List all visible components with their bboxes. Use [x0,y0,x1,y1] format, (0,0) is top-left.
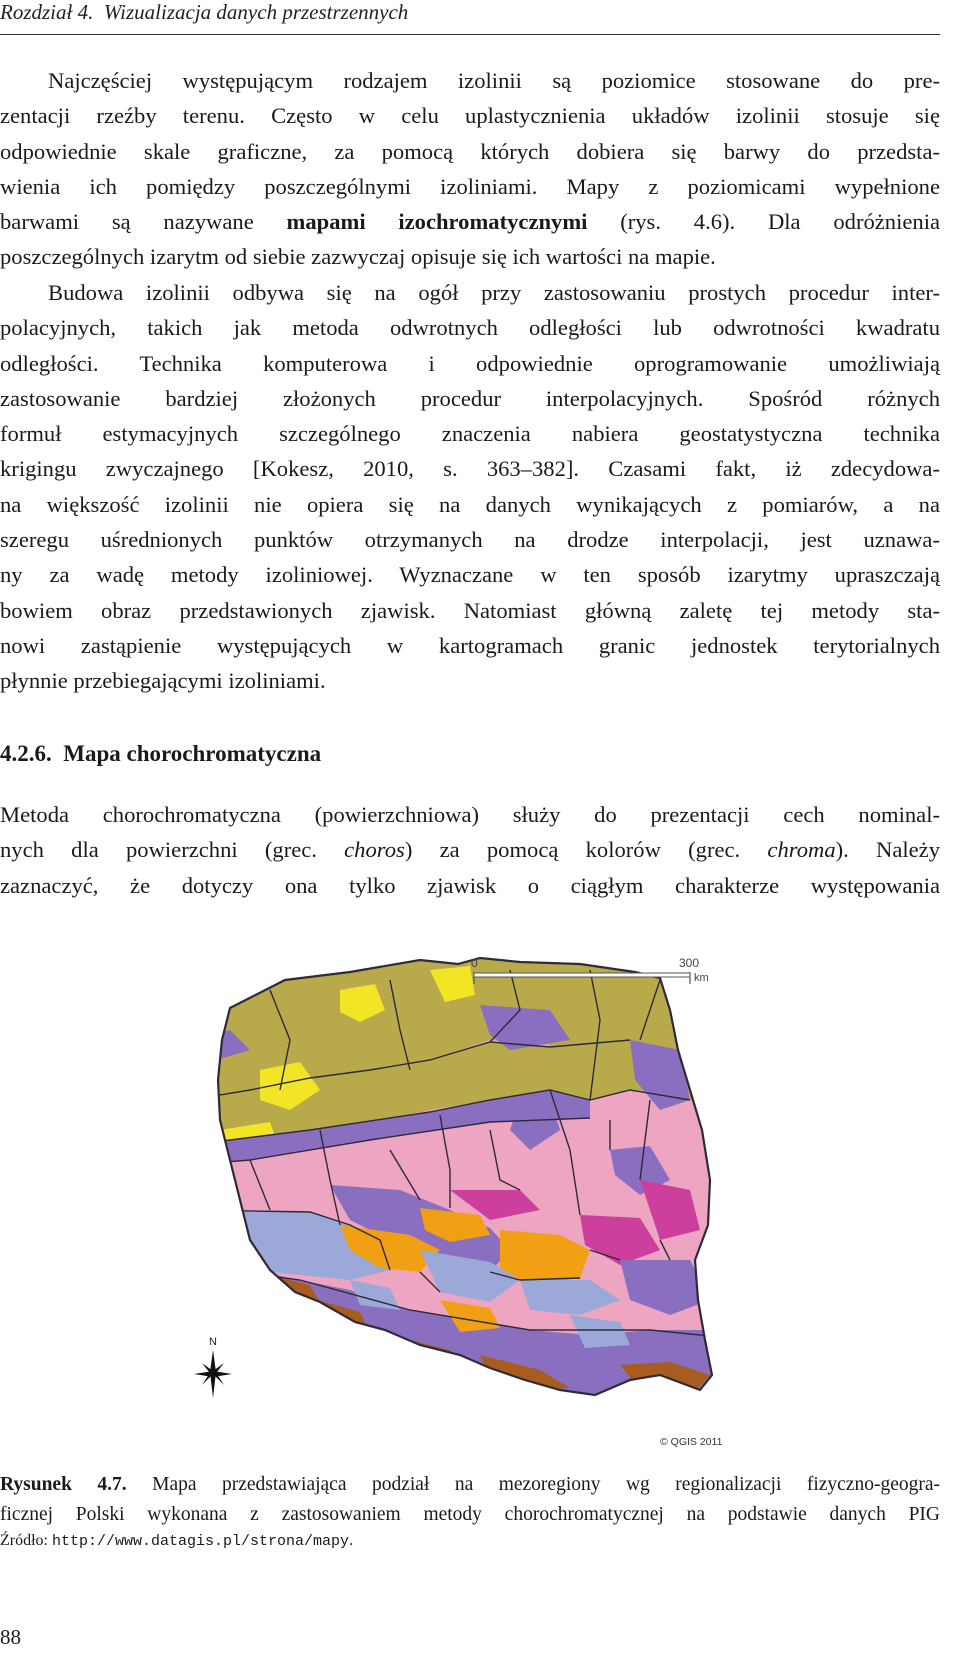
text-line: formuł estymacyjnych szczególnego znaczenia nabiera geostatystyczna technika [0,421,940,447]
source-label: Źródło: [0,1532,48,1549]
caption-label: Rysunek 4.7. [0,1474,127,1495]
text-line: zentacji rzeźby terenu. Często w celu uplastycznienia układów izolinii stosuje się [0,103,940,129]
text-line: poszczególnych izarytm od siebie zazwyczaj opisuje się ich wartości na mapie. [0,244,716,270]
text-line: bowiem obraz przedstawionych zjawisk. Natomiast główną zaletę tej metody sta- [0,597,940,623]
term-choros: choros [344,837,405,863]
section-number: 4.2.6. [0,741,52,766]
poland-mesoregions-map [190,950,750,1460]
text-line: ny za wadę metody izoliniowej. Wyznaczane w ten sposób izarytmy upraszczają [0,562,940,588]
text-line: nych dla powierzchni (grec. choros) za pomocą kolorów (grec. chroma). Należy [0,837,940,863]
scale-unit-label: km [694,972,709,984]
text-line: krigingu zwyczajnego [Kokesz, 2010, s. 363–382]. Czasami fakt, iż zdecydowa- [0,456,940,482]
term-isochromatic-maps: mapami izochromatycznymi [286,209,588,235]
map-figure [190,950,750,1460]
text-line: Najczęściej występującym rodzajem izolinii są poziomice stosowane do pre- [48,68,940,93]
chapter-title: Wizualizacja danych przestrzennych [103,0,409,24]
north-arrow [194,1336,232,1398]
figure-source: Źródło: http://www.datagis.pl/strona/mapy. [0,1532,354,1550]
text-line: odległości. Technika komputerowa i odpowiednie oprogramowanie umożliwiają [0,350,940,376]
paragraph-chorochromatic [0,797,940,903]
figure-caption [0,1470,940,1529]
text-line: szeregu uśrednionych punktów otrzymanych na drodze interpolacji, jest uznawa- [0,527,940,553]
text-line: na większość izolinii nie opiera się na danych wynikających z pomiarów, a na [0,491,940,517]
section-heading [0,741,321,767]
text-line: Budowa izolinii odbywa się na ogół przy zastosowaniu prostych procedur inter- [48,280,940,305]
caption-line: Rysunek 4.7. Mapa przedstawiająca podział na mezoregiony wg regionalizacji fizyczno-geogra- [0,1474,940,1495]
text-line: płynnie przebiegającymi izoliniami. [0,668,326,694]
source-url[interactable]: http://www.datagis.pl/strona/mapy [52,1533,350,1550]
scale-end-label: 300 [679,956,700,970]
text-line: barwami są nazywane mapami izochromatycznymi (rys. 4.6). Dla odróżnienia [0,209,940,235]
caption-line: ficznej Polski wykonana z zastosowaniem metody chorochromatycznej na podstawie danych PIG [0,1503,940,1525]
text-line: odpowiednie skale graficzne, za pomocą których dobiera się barwy do przedsta- [0,138,940,164]
text-line: polacyjnych, takich jak metoda odwrotnych odległości lub odwrotności kwadratu [0,315,940,341]
scale-start-label: 0 [471,956,478,970]
text-line: zastosowanie bardziej złożonych procedur interpolacyjnych. Spośród różnych [0,385,940,411]
north-label: N [209,1336,217,1348]
paragraph-isolines [0,63,940,275]
text-line: nowi zastąpienie występujących w kartogramach granic jednostek terytorialnych [0,632,940,658]
text-line: Metoda chorochromatyczna (powierzchniowa) służy do prezentacji cech nominal- [0,802,940,827]
text-line: zaznaczyć, że dotyczy ona tylko zjawisk o ciągłym charakterze występowania [0,872,940,898]
paragraph-interpolation [0,275,940,699]
term-chroma: chroma [767,837,836,863]
chapter-label: Rozdział 4. [0,0,94,24]
text-line: wienia ich pomiędzy poszczególnymi izoliniami. Mapy z poziomicami wypełnione [0,173,940,199]
running-header [0,0,940,35]
page-number: 88 [0,1625,21,1649]
copyright-notice: © QGIS 2011 [660,1436,723,1448]
section-title: Mapa chorochromatyczna [63,741,322,766]
